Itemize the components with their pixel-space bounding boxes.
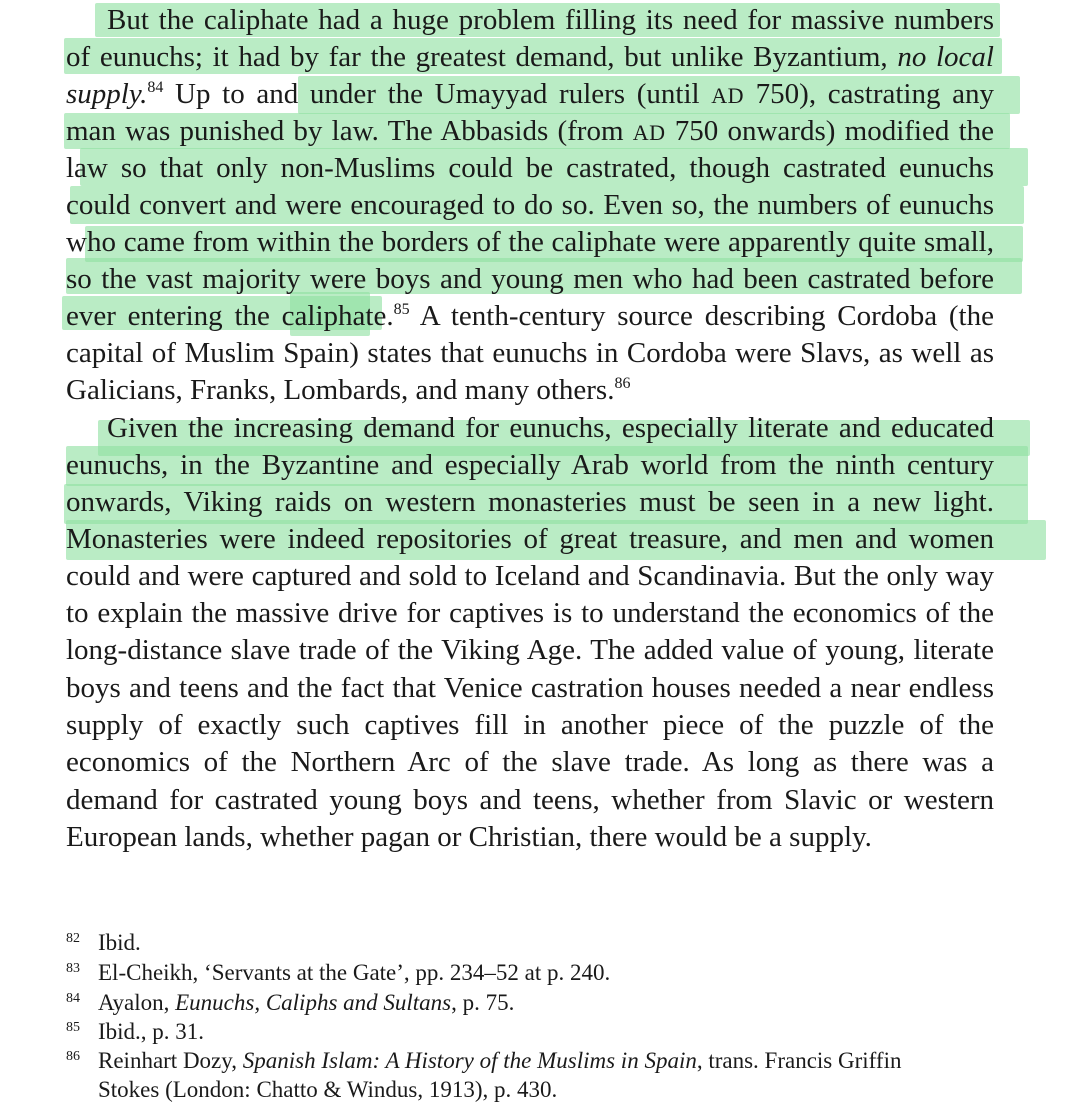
text-run: long-distance slave trade of the Viking Age. The added value of young, literate <box>66 634 994 666</box>
small-caps-text: AD <box>632 120 666 145</box>
text-run: supply of exactly such captives fill in another piece of the puzzle of the <box>66 709 994 741</box>
text-line <box>66 410 994 447</box>
text-run: Up to and under the Umayyad rulers (until <box>163 78 712 110</box>
footnote-ref: 86 <box>614 375 631 392</box>
text-line <box>66 335 994 372</box>
text-line <box>66 447 994 484</box>
text-line <box>66 521 994 558</box>
footnote: 85 Ibid., p. 31. <box>66 1019 205 1044</box>
text-run: Ibid. <box>98 930 141 955</box>
text-line <box>66 2 994 39</box>
text-run: , trans. Francis Griffin <box>696 1048 902 1073</box>
text-run: boys and teens and the fact that Venice castration houses needed a near endless <box>66 672 994 704</box>
footnote-ref: 84 <box>147 79 164 96</box>
text-run: Ibid., p. 31. <box>98 1019 205 1044</box>
text-line <box>66 484 994 521</box>
text-run: A tenth-century source describing Cordoba (the <box>409 300 994 332</box>
footnote: 83 El-Cheikh, ‘Servants at the Gate’, pp. 234–52 at p. 240. <box>66 960 611 985</box>
text-run: eunuchs, in the Byzantine and especially Arab world from the ninth century <box>66 449 994 481</box>
text-line <box>66 76 994 113</box>
text-run: onwards, Viking raids on western monasteries must be seen in a new light. <box>66 486 994 518</box>
text-run: capital of Muslim Spain) states that eunuchs in Cordoba were Slavs, as well as <box>66 337 994 369</box>
text-line <box>66 744 994 781</box>
text-run: European lands, whether pagan or Christian, there would be a supply. <box>66 821 872 853</box>
text-line <box>66 39 994 76</box>
text-run: could and were captured and sold to Iceland and Scandinavia. But the only way <box>66 560 994 592</box>
text-run: El-Cheikh, ‘Servants at the Gate’, pp. 234–52 at p. 240. <box>98 960 611 985</box>
text-run: law so that only non-Muslims could be castrated, though castrated eunuchs <box>66 152 994 184</box>
text-line <box>66 595 994 632</box>
text-line <box>66 558 994 595</box>
text-run: Ayalon, <box>98 990 176 1015</box>
footnote: 84 Ayalon, Eunuchs, Caliphs and Sultans, p. 75. <box>66 990 515 1015</box>
text-line <box>66 224 994 261</box>
text-run: could convert and were encouraged to do so. Even so, the numbers of eunuchs <box>66 189 994 221</box>
text-run: 750 onwards) modified the <box>665 115 994 147</box>
text-run: to explain the massive drive for captives is to understand the economics of the <box>66 597 994 629</box>
text-run: Reinhart Dozy, <box>98 1048 243 1073</box>
italic-text: supply. <box>66 78 148 110</box>
text-line <box>66 372 994 409</box>
italic-text: Spanish Islam: A History of the Muslims in Spain <box>242 1048 697 1073</box>
footnote: 86 Reinhart Dozy, Spanish Islam: A History of the Muslims in Spain, trans. Francis Griffin <box>66 1048 902 1073</box>
footnote: 82 Ibid. <box>66 930 141 955</box>
text-line <box>66 707 994 744</box>
text-line <box>66 819 994 856</box>
text-run: Stokes (London: Chatto & Windus, 1913), p. 430. <box>98 1077 558 1102</box>
footnote <box>66 1075 1006 1105</box>
text-line <box>66 187 994 224</box>
text-run: of eunuchs; it had by far the greatest demand, but unlike Byzantium, <box>66 41 898 73</box>
text-run: man was punished by law. The Abbasids (from <box>66 115 633 147</box>
italic-text: no local <box>897 41 994 73</box>
text-run: demand for castrated young boys and teens, whether from Slavic or western <box>66 784 994 816</box>
small-caps-text: AD <box>711 83 745 108</box>
text-run: 750), castrating any <box>744 78 994 110</box>
text-line <box>66 113 994 150</box>
text-run: Monasteries were indeed repositories of great treasure, and men and women <box>66 523 994 555</box>
italic-text: Eunuchs, Caliphs and Sultans <box>175 990 452 1015</box>
text-run: But the caliphate had a huge problem filling its need for massive numbers <box>107 4 994 36</box>
text-line <box>66 670 994 707</box>
text-line <box>66 632 994 669</box>
text-run: who came from within the borders of the caliphate were apparently quite small, <box>66 226 994 258</box>
text-run: ever entering the caliphate. <box>66 300 394 332</box>
text-run: so the vast majority were boys and young men who had been castrated before <box>66 263 994 295</box>
text-line <box>66 261 994 298</box>
text-line <box>66 298 994 335</box>
footnote-ref: 85 <box>393 301 410 318</box>
text-line <box>66 150 994 187</box>
text-run: Galicians, Franks, Lombards, and many others. <box>66 374 615 406</box>
text-line <box>66 782 994 819</box>
text-run: economics of the Northern Arc of the slave trade. As long as there was a <box>66 746 994 778</box>
text-run: , p. 75. <box>451 990 515 1015</box>
text-run: Given the increasing demand for eunuchs, especially literate and educated <box>107 412 994 444</box>
